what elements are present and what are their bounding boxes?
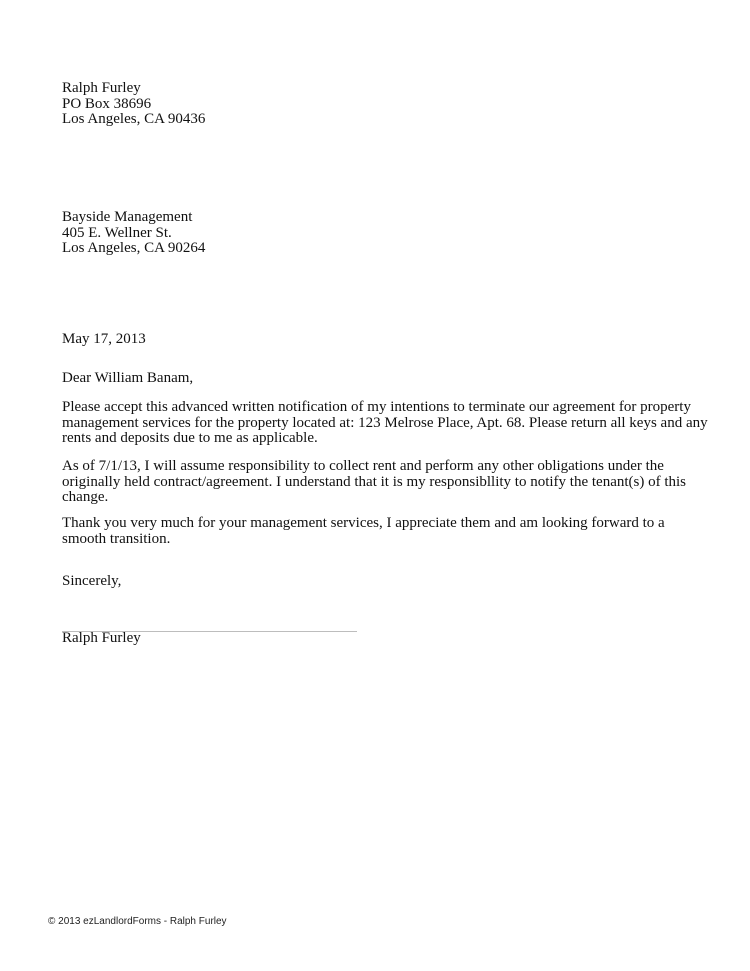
paragraph-line: change. [62,489,109,505]
sender-address-line-1: PO Box 38696 [62,95,152,112]
sender-address [62,81,205,128]
paragraph-line: Thank you very much for your management services, I appreciate them and am looking forward to a [62,515,665,531]
letter-date [62,332,146,348]
signature-block [62,631,141,647]
paragraph-line: originally held contract/agreement. I understand that it is my responsibllity to notify the tenant(s) of this [62,473,687,490]
paragraph-line: rents and deposits due to me as applicable. [62,430,318,446]
date-text: May 17, 2013 [62,331,146,347]
closing [62,574,121,590]
sender-address-line-2: Los Angeles, CA 90436 [62,111,206,127]
paragraph-line: smooth transition. [62,530,171,547]
recipient-address [62,210,205,257]
body-paragraph-2 [62,459,686,506]
signature-name: Ralph Furley [62,630,141,646]
paragraph-line: management services for the property located at: 123 Melrose Place, Apt. 68. Please return all keys and any [62,414,708,431]
paragraph-line: As of 7/1/13, I will assume responsibility to collect rent and perform any other obligations under the [62,458,664,474]
recipient-name: Bayside Management [62,209,193,225]
body-paragraph-3 [62,516,665,547]
recipient-address-line-2: Los Angeles, CA 90264 [62,240,206,256]
sender-name: Ralph Furley [62,80,141,96]
copyright-footer: © 2013 ezLandlordForms - Ralph Furley [48,916,227,927]
salutation [62,371,193,387]
body-paragraph-1 [62,400,708,447]
recipient-address-line-1: 405 E. Wellner St. [62,224,172,241]
paragraph-line: Please accept this advanced written notification of my intentions to terminate our agreement for property [62,399,691,415]
closing-text: Sincerely, [62,573,122,589]
salutation-text: Dear William Banam, [62,370,194,386]
